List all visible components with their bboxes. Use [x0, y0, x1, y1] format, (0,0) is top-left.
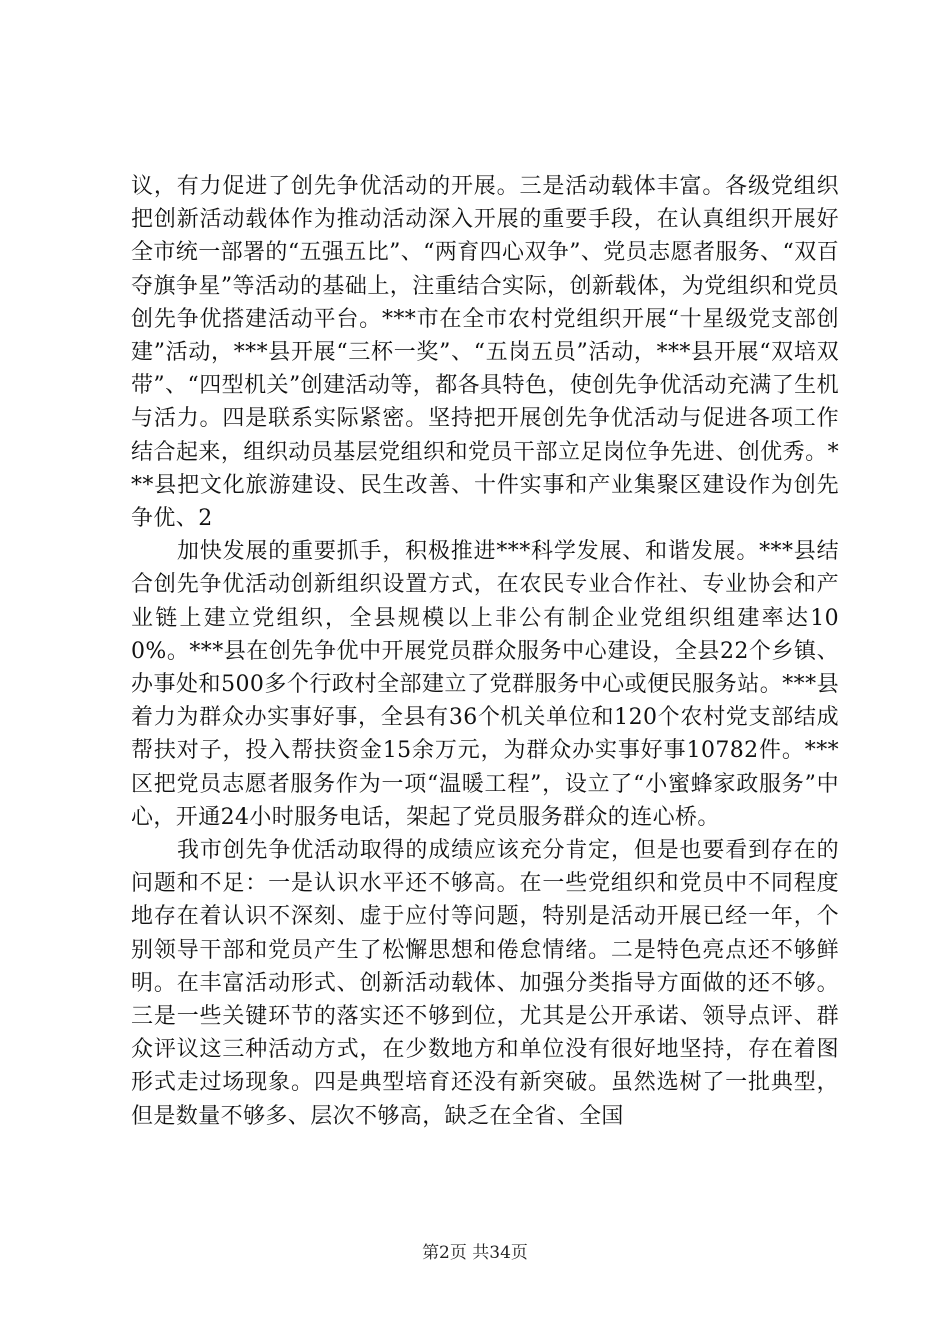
document-body — [131, 170, 839, 1133]
paragraph-continued: 议，有力促进了创先争优活动的开展。三是活动载体丰富。各级党组织把创新活动载体作为推动活动深入开展的重要手段，在认真组织开展好全市统一部署的“五强五比”、“两育四心双争”、党员志愿者服务、“双百夺旗争星”等活动的基础上，注重结合实际，创新载体，为党组织和党员创先争优搭建活动平台。***市在全市农村党组织开展“十星级党支部创建”活动，***县开展“三杯一奖”、“五岗五员”活动，***县开展“双培双带”、“四型机关”创建活动等，都各具特色，使创先争优活动充满了生机与活力。四是联系实际紧密。坚持把开展创先争优活动与促进各项工作结合起来，组织动员基层党组织和党员干部立足岗位争先进、创优秀。***县把文化旅游建设、民生改善、十件实事和产业集聚区建设作为创先争优、2 — [131, 174, 839, 532]
paragraph: 加快发展的重要抓手，积极推进***科学发展、和谐发展。***县结合创先争优活动创新组织设置方式，在农民专业合作社、专业协会和产业链上建立党组织，全县规模以上非公有制企业党组织组建率达100%。***县在创先争优中开展党员群众服务中心建设，全县22个乡镇、办事处和500多个行政村全部建立了党群服务中心或便民服务站。***县着力为群众办实事好事，全县有36个机关单位和120个农村党支部结成帮扶对子，投入帮扶资金15余万元，为群众办实事好事10782件。***区把党员志愿者服务作为一项“温暖工程”，设立了“小蜜蜂家政服务”中心，开通24小时服务电话，架起了党员服务群众的连心桥。 — [131, 539, 839, 830]
page-footer: 第2页 共34页 — [422, 1243, 528, 1263]
paragraph: 我市创先争优活动取得的成绩应该充分肯定，但是也要看到存在的问题和不足：一是认识水平还不够高。在一些党组织和党员中不同程度地存在着认识不深刻、虚于应付等问题，特别是活动开展已经一年，个别领导干部和党员产生了松懈思想和倦怠情绪。二是特色亮点还不够鲜明。在丰富活动形式、创新活动载体、加强分类指导方面做的还不够。三是一些关键环节的落实还不够到位，尤其是公开承诺、领导点评、群众评议这三种活动方式，在少数地方和单位没有很好地坚持，存在着图形式走过场现象。四是典型培育还没有新突破。虽然选树了一批典型，但是数量不够多、层次不够高，缺乏在全省、全国 — [131, 838, 839, 1129]
